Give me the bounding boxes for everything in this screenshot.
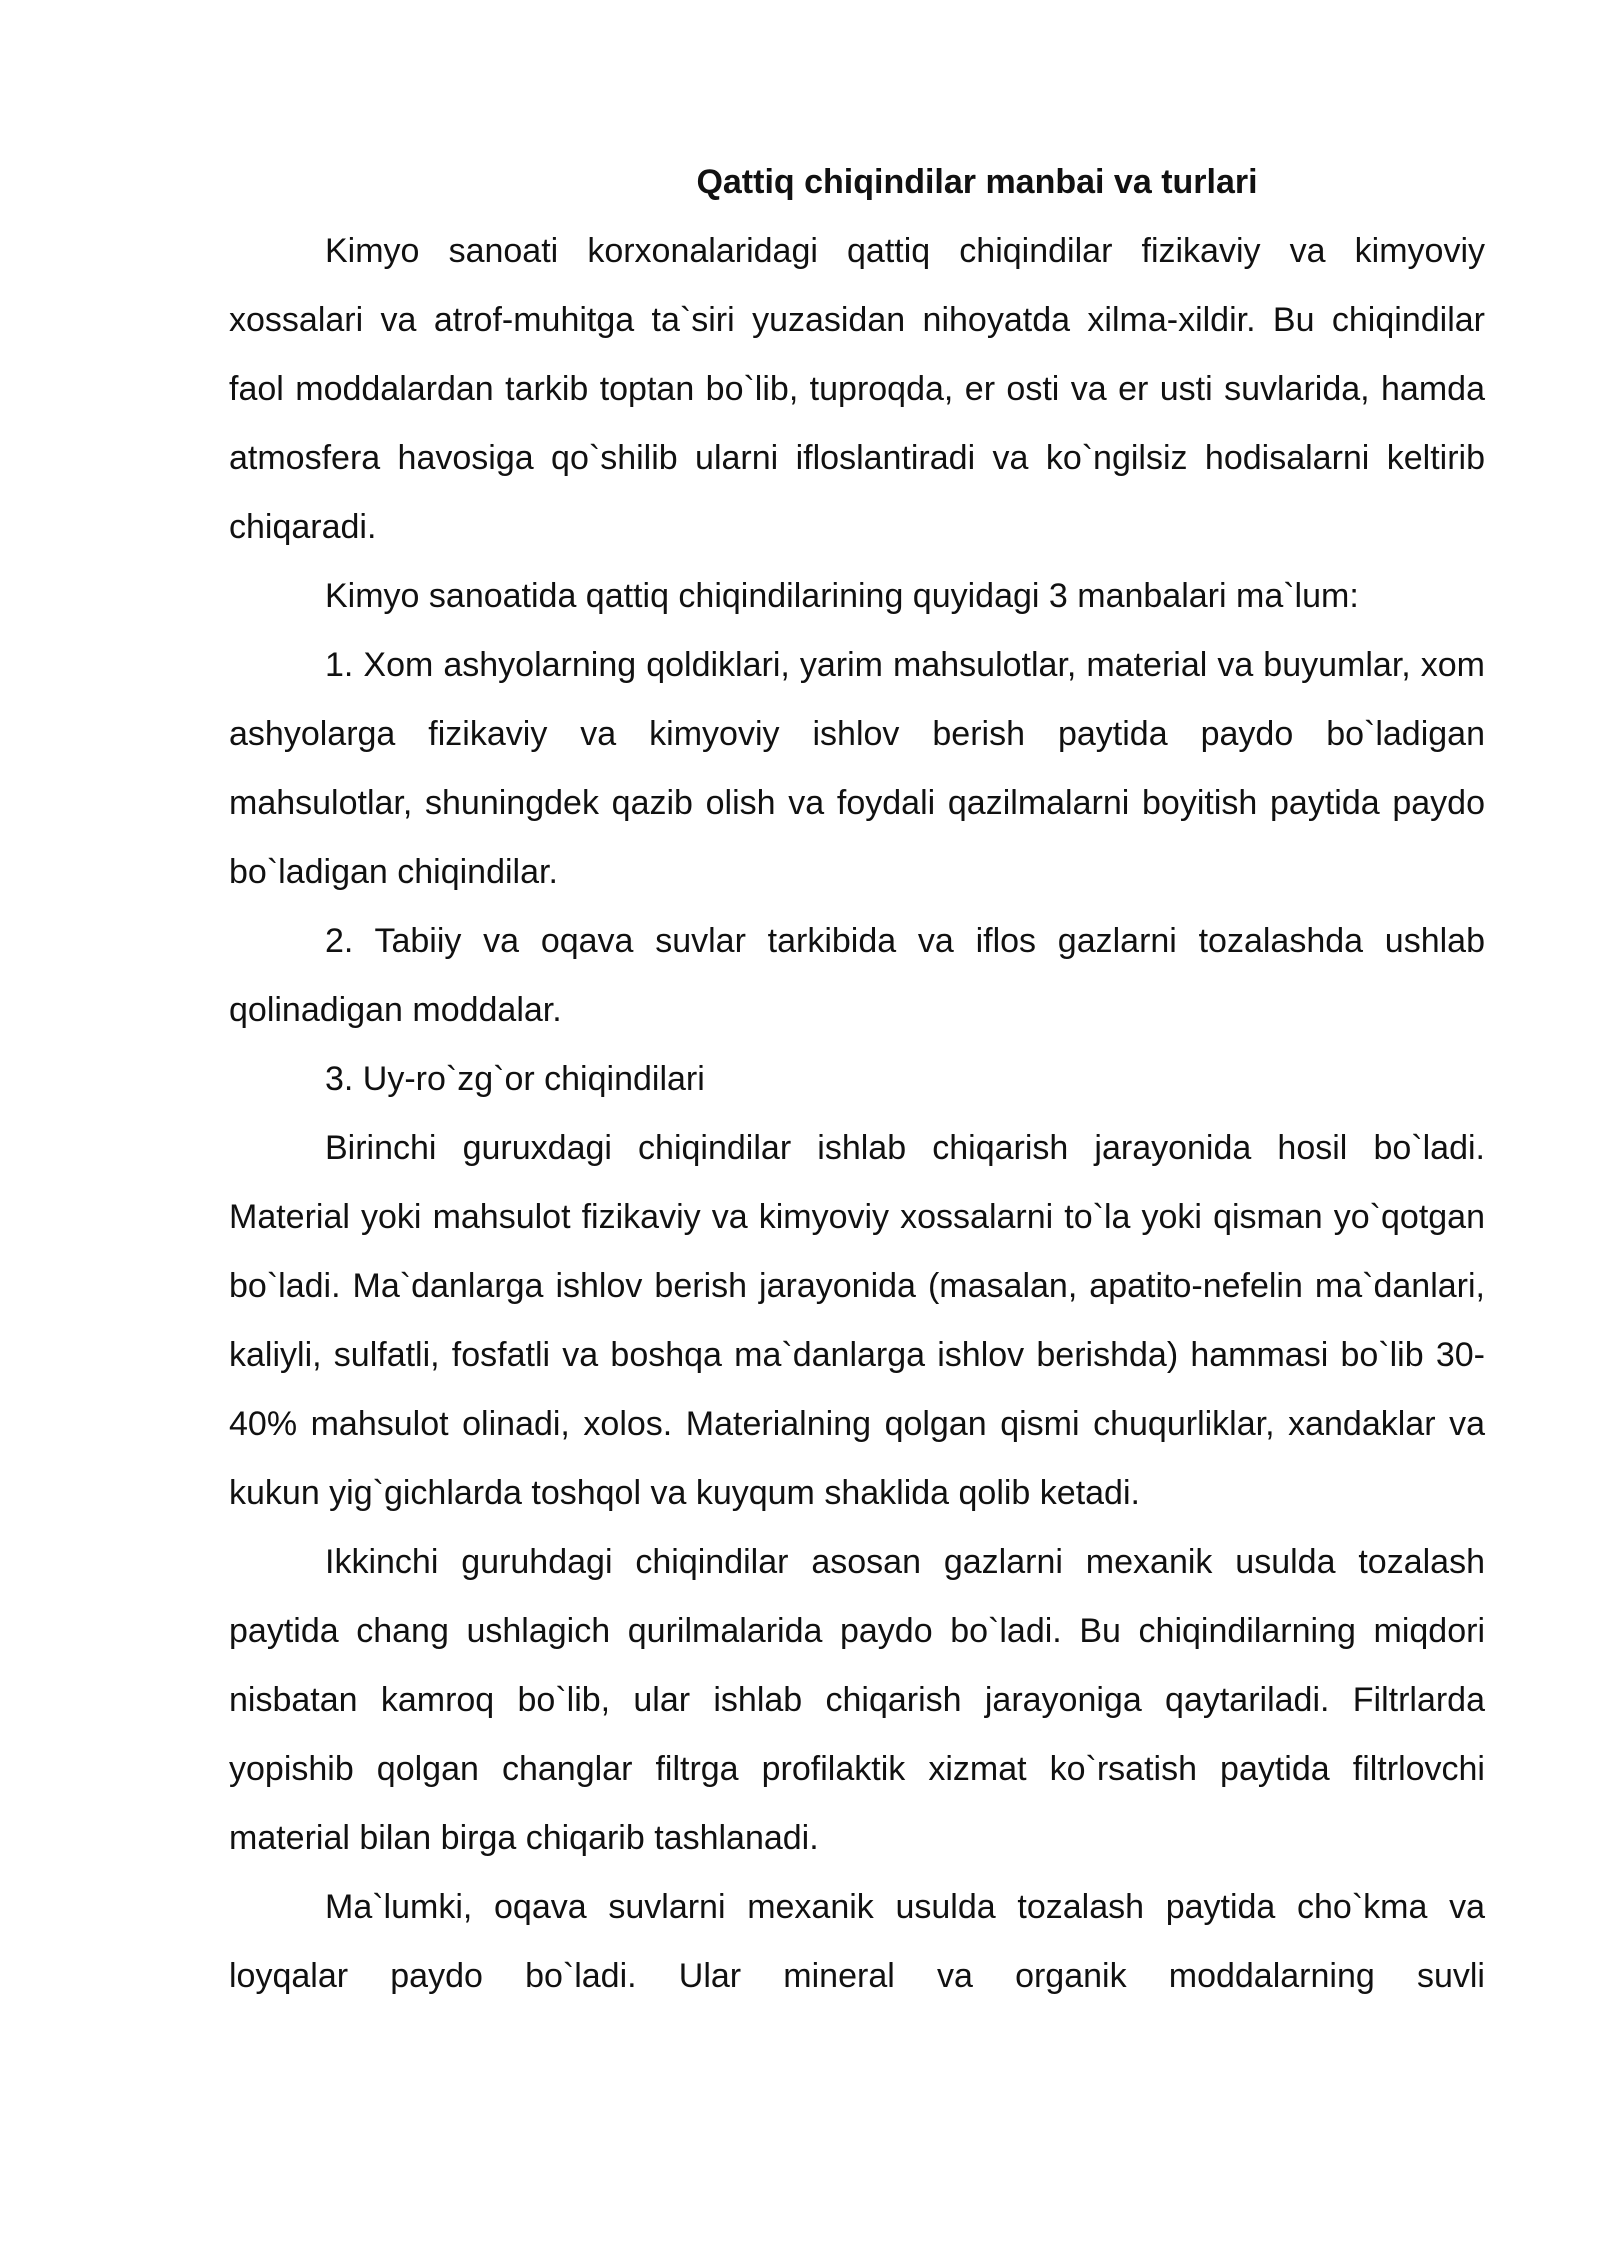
paragraph-intro: Kimyo sanoati korxonalaridagi qattiq chiqindilar fizikaviy va kimyoviy xossalari va atrof-muhitga ta`siri yuzasidan nihoyatda xilma-xildir. Bu chiqindilar faol moddalardan tarkib toptan bo`lib, tuproqda, er osti va er usti suvlarida, hamda atmosfera havosiga qo`shilib ularni ifloslantiradi va ko`ngilsiz hodisalarni keltirib chiqaradi. [229, 232, 1485, 546]
paragraph-group-2: Ikkinchi guruhdagi chiqindilar asosan gazlarni mexanik usulda tozalash paytida chang ushlagich qurilmalarida paydo bo`ladi. Bu chiqindilarning miqdori nisbatan kamroq bo`lib, ular ishlab chiqarish jarayoniga qaytariladi. Filtrlarda yopishib qolgan changlar filtrga profilaktik xizmat ko`rsatish paytida filtrlovchi material bilan birga chiqarib tashlanadi. [229, 1543, 1485, 1857]
paragraph-source-1: 1. Xom ashyolarning qoldiklari, yarim mahsulotlar, material va buyumlar, xom ashyolarga fizikaviy va kimyoviy ishlov berish paytida paydo bo`ladigan mahsulotlar, shuningdek qazib olish va foydali qazilmalarni boyitish paytida paydo bo`ladigan chiqindilar. [229, 646, 1485, 891]
paragraph-sources-heading: Kimyo sanoatida qattiq chiqindilarining quyidagi 3 manbalari ma`lum: [325, 577, 1359, 615]
paragraph-wastewater: Ma`lumki, oqava suvlarni mexanik usulda tozalash paytida cho`kma va loyqalar paydo bo`ladi. Ular mineral va organik moddalarning suvli [229, 1888, 1485, 1995]
paragraph-group-1: Birinchi guruxdagi chiqindilar ishlab chiqarish jarayonida hosil bo`ladi. Material yoki mahsulot fizikaviy va kimyoviy xossalarni to`la yoki qisman yo`qotgan bo`ladi. Ma`danlarga ishlov berish jarayonida (masalan, apatito-nefelin ma`danlari, kaliyli, sulfatli, fosfatli va boshqa ma`danlarga ishlov berishda) hammasi bo`lib 30-40% mahsulot olinadi, xolos. Materialning qolgan qismi chuqurliklar, xandaklar va kukun yig`gichlarda toshqol va kuyqum shaklida qolib ketadi. [229, 1129, 1485, 1512]
paragraph-source-2: 2. Tabiiy va oqava suvlar tarkibida va iflos gazlarni tozalashda ushlab qolinadigan moddalar. [229, 922, 1485, 1029]
document-title: Qattiq chiqindilar manbai va turlari [696, 163, 1258, 201]
document-body [229, 148, 1485, 2011]
paragraph-source-3: 3. Uy-ro`zg`or chiqindilari [325, 1060, 705, 1098]
